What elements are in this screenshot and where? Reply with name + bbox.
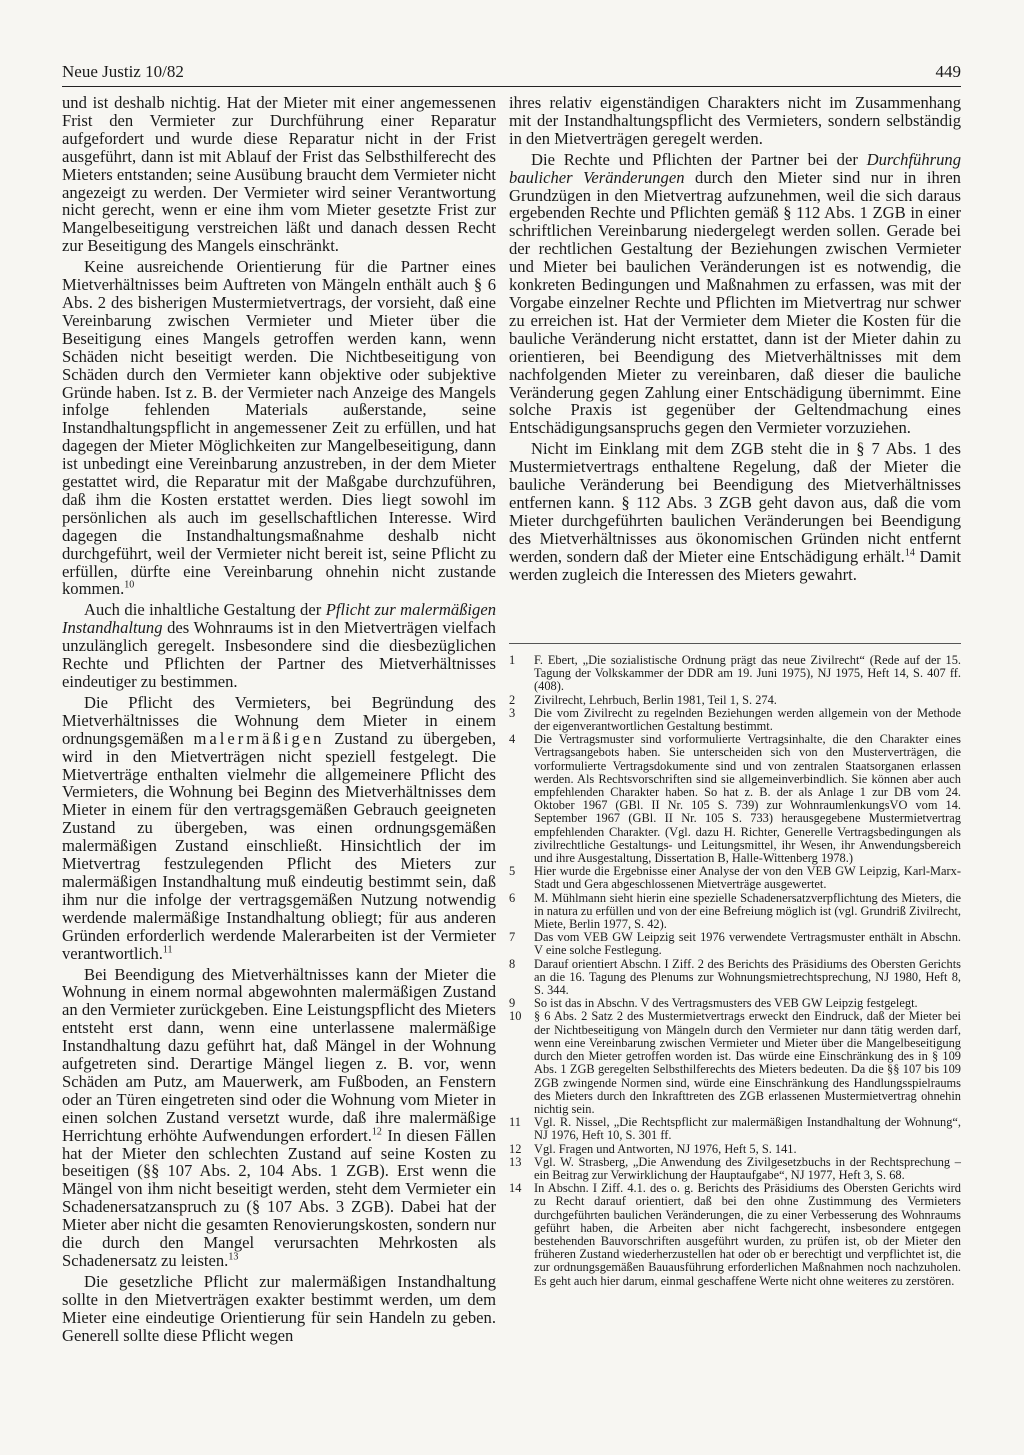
footnote-text: Die Vertragsmuster sind vorformulierte Vertragsinhalte, die den Charakter eines Vertragsangebots haben. Sie unterscheiden sich von den Musterverträgen, die vorformulierte Vertragsdokumente sind und von zentralen Staatsorganen erlassen werden. Als Rechtsvorschriften sind sie allgemeinverbindlich. Sie können aber auch empfehlenden Charakter haben. So hat z. B. der als Anlage 1 zur DB vom 24. Oktober 1967 (GBl. II Nr. 105 S. 739) zur WohnraumlenkungsVO vom 14. September 1967 (GBl. II Nr. 105 S. 733) herausgegebene Mustermietvertrag empfehlenden Charakter. (Vgl. dazu H. Richter, Generelle Vertragsbedingungen als zivilrechtliche Gestaltungs- und Leitungsmittel, ihr Wesen, ihr Anwendungsbereich und ihre Ausgestaltung, Dissertation B, Halle-Wittenberg 1978.) xyxy=(534,732,961,866)
footnote-text: Vgl. W. Strasberg, „Die Anwendung des Zivilgesetzbuchs in der Rechtsprechung – ein Beitrag zur Verwirklichung der Hauptaufgabe“, NJ 1977, Heft 3, S. 68. xyxy=(534,1154,961,1182)
page-header xyxy=(62,62,961,87)
footnote-text: So ist das in Abschn. V des Vertragsmusters des VEB GW Leipzig festgelegt. xyxy=(534,996,918,1011)
footnote xyxy=(509,958,961,998)
footnote xyxy=(509,931,961,957)
footnote-number: 6 xyxy=(509,890,516,905)
footnote xyxy=(509,1143,961,1156)
footnote-number: 13 xyxy=(509,1154,522,1169)
footnote-text: In Abschn. I Ziff. 4.1. des o. g. Berichts des Präsidiums des Obersten Gerichts wird zu Recht darauf orientiert, daß bei den ohne Zustimmung des Vermieters durchgeführten baulichen Veränderungen, die zu einer Verbesserung des Wohnraums geführt haben, die Arbeiten aber nicht fachgerecht, insbesondere entgegen bestehenden Bauvorschriften ausgeführt wurden, zu prüfen ist, ob der Mieter den früheren Zustand wiederherzustellen hat oder ob er berechtigt und verpflichtet ist, die zur ordnungsgemäßen Bauausführung erforderlichen Maßnahmen noch nachzuholen. Es geht auch hier darum, einmal geschaffene Werte nicht ohne weiteres zu zerstören. xyxy=(534,1181,961,1288)
footnote-number: 4 xyxy=(509,732,516,747)
footnote-ref: 13 xyxy=(228,1251,239,1263)
footnote-text: Hier wurde die Ergebnisse einer Analyse der von den VEB GW Leipzig, Karl-Marx-Stadt und Gera abgeschlossenen Mietverträge ausgewertet. xyxy=(534,864,961,892)
emphasis: Durchführung baulicher Veränderungen xyxy=(509,149,961,187)
paragraph: Nicht im Einklang mit dem ZGB steht die in § 7 Abs. 1 des Mustermietvertrags enthaltene Regelung, daß der Mieter die bauliche Veränderung bei Beendigung des Mietverhältnisses entfernen kann. § 112 Abs. 3 ZGB geht davon aus, daß die vom Mieter durchgeführten baulichen Veränderungen bei Beendigung des Mietverhältnisses aus ökonomischen Gründen nicht entfernt werden, sondern daß der Mieter eine Entschädigung erhält.$^{14}$ Damit werden zugleich die Interessen des Mieters gewahrt. xyxy=(509,439,961,584)
footnote-text: Zivilrecht, Lehrbuch, Berlin 1981, Teil 1, S. 274. xyxy=(534,692,777,707)
spaced-emphasis: malermäßigen xyxy=(193,728,325,748)
footnote-divider xyxy=(509,643,961,644)
footnote-number: 11 xyxy=(509,1115,521,1130)
footnote-number: 8 xyxy=(509,956,516,971)
footnote xyxy=(509,694,961,707)
footnote-text: M. Mühlmann sieht hierin eine spezielle Schadenersatzverpflichtung des Mieters, die in natura zu erfüllen und von der eine Befreiung möglich ist (vgl. Grundriß Zivilrecht, Miete, Berlin 1977, S. 42). xyxy=(534,890,962,932)
footnote-text: Darauf orientiert Abschn. I Ziff. 2 des Berichts des Präsidiums des Obersten Gerichts an die 16. Tagung des Plenums zur Wohnungsmietrechtsprechung, NJ 1980, Heft 8, S. 344. xyxy=(534,956,961,998)
footnote xyxy=(509,892,961,932)
footnote xyxy=(509,1182,961,1288)
footnote-number: 9 xyxy=(509,996,516,1011)
footnote xyxy=(509,1156,961,1182)
footnote-text: Vgl. Fragen und Antworten, NJ 1976, Heft 5, S. 141. xyxy=(534,1141,797,1156)
footnote-text: Die vom Zivilrecht zu regelnden Beziehungen werden allgemein von der Methode der eigenverantwortlichen Gestaltung bestimmt. xyxy=(534,705,961,734)
paragraph: Die gesetzliche Pflicht zur malermäßigen Instandhaltung sollte in den Mietverträgen exakter bestimmt werden, um dem Mieter eine eindeutige Orientierung für sein Handeln zu geben. Generell sollte diese Pflicht wegen xyxy=(62,1271,496,1345)
footnote-number: 1 xyxy=(509,653,516,667)
paragraph: ihres relativ eigenständigen Charakters nicht im Zusammenhang mit der Instandhaltungspflicht des Vermieters, sondern selbständig in den Mietverträgen geregelt werden. xyxy=(509,93,961,148)
footnote-number: 12 xyxy=(509,1141,522,1156)
footnote-text: § 6 Abs. 2 Satz 2 des Mustermietvertrags erweckt den Eindruck, daß der Mieter bei der Nichtbeseitigung von Mängeln durch den Vermieter nur dann tätig werden darf, wenn eine Vereinbarung zwischen Vermieter und Mieter über die Mangelbeseitigung durch den Mieter getroffen worden ist. Das würde eine Einschränkung des in § 109 Abs. 1 ZGB geregelten Selbsthilferechts des Mieters bedeuten. Da die §§ 107 bis 109 ZGB zwingende Normen sind, würde eine Einschränkung des Handlungsspielraums des Mieters durch den Inkrafttreten des ZGB erlassenen Mustermietvertrag ohnehin nichtig sein. xyxy=(534,1009,961,1116)
footnote xyxy=(509,707,961,733)
footnote-number: 2 xyxy=(509,692,516,707)
footnote xyxy=(509,1010,961,1116)
left-column xyxy=(62,94,496,1345)
footnote-ref: 11 xyxy=(162,944,173,956)
footnote-number: 5 xyxy=(509,864,516,879)
footnote xyxy=(509,733,961,865)
emphasis: Pflicht zur malermäßigen Instandhaltung xyxy=(62,600,496,638)
paragraph: Die Rechte und Pflichten der Partner bei der Durchführung baulicher Veränderungen durch den Mieter sind nur in ihren Grundzügen in den Mietvertrag aufzunehmen, weil die sich daraus ergebenden Rechte und Pflichten gemäß § 112 Abs. 1 ZGB in einer schriftlichen Vereinbarung niedergelegt werden sollen. Gerade bei der rechtlichen Gestaltung der Beziehungen zwischen Vermieter und Mieter bei baulichen Veränderungen ist es notwendig, die konkreten Bedingungen und Maßnahmen zu erfassen, was mit der Vorgabe einzelner Rechte und Pflichten im Mietvertrag nur schwer zu erreichen ist. Hat der Vermieter dem Mieter die Kosten für die bauliche Veränderung nicht erstattet, dann ist der Mieter dahin zu orientieren, bei Beendigung des Mietverhältnisses mit dem nachfolgenden Mieter zu vereinbaren, daß dieser die bauliche Veränderung gegen Zahlung einer Entschädigung übernimmt. Eine solche Praxis ist gegenüber der Geltendmachung eines Entschädigungsanspruchs gegen den Vermieter vorzuziehen. xyxy=(509,149,961,438)
footnote-number: 7 xyxy=(509,930,516,945)
right-column xyxy=(509,94,961,583)
page-number: 449 xyxy=(935,62,961,81)
footnote-number: 14 xyxy=(509,1181,522,1196)
footnote-text: Vgl. R. Nissel, „Die Rechtspflicht zur malermäßigen Instandhaltung der Wohnung“, NJ 1976, Heft 10, S. 301 ff. xyxy=(534,1115,961,1143)
footnote-text: Das vom VEB GW Leipzig seit 1976 verwendete Vertragsmuster enthält in Abschn. V eine solche Festlegung. xyxy=(534,930,961,958)
footnote-number: 3 xyxy=(509,705,516,720)
paragraph: Bei Beendigung des Mietverhältnisses kann der Mieter die Wohnung in einem normal abgewohnten malermäßigen Zustand an den Vermieter zurückgeben. Eine Leistungspflicht des Mieters entsteht erst dann, wenn eine unterlassene malermäßige Instandhaltung dazu geführt hat, daß Mängel in der Wohnung aufgetreten sind. Derartige Mängel liegen z. B. vor, wenn Schäden am Putz, am Mauerwerk, am Fußboden, an Fenstern oder an Türen eingetreten sind oder die Wohnung vom Mieter in einen solchen Zustand versetzt wurde, daß ihre malermäßige Herrichtung erhöhte Aufwendungen erfordert.$^{12}$ In diesen Fällen hat der Mieter den schlechten Zustand auf seine Kosten zu beseitigen (§§ 107 Abs. 2, 104 Abs. 1 ZGB). Erst wenn die Mängel von ihm nicht beseitigt werden, steht dem Vermieter ein Schadenersatzanspruch zu (§ 107 Abs. 3 ZGB). Dabei hat der Mieter aber nicht die gesamten Renovierungskosten, sondern nur die durch den Mangel verursachten Mehrkosten als Schadenersatz zu leisten.$^{13}$ xyxy=(62,964,496,1270)
paragraph: und ist deshalb nichtig. Hat der Mieter mit einer angemessenen Frist den Vermieter zur Durchführung einer Reparatur aufgefordert und wurde diese Reparatur nicht in der Frist ausgeführt, dann ist mit Ablauf der Frist das Selbsthilferecht des Mieters entstanden; seine Ausübung braucht dem Vermieter nicht angezeigt zu werden. Der Vermieter wird seiner Verantwortung nicht gerecht, wenn er eine ihm vom Mieter gesetzte Frist zur Mangelbeseitigung verstreichen läßt und danach dessen Recht zur Beseitigung des Mangels einschränkt. xyxy=(62,93,496,256)
footnote-ref: 14 xyxy=(904,547,915,559)
footnote xyxy=(509,1116,961,1142)
footnote-ref: 10 xyxy=(124,579,135,591)
journal-title: Neue Justiz 10/82 xyxy=(62,62,184,81)
paragraph: Keine ausreichende Orientierung für die Partner eines Mietverhältnisses beim Auftreten von Mängeln enthält auch § 6 Abs. 2 des bisherigen Mustermietvertrags, der vorsieht, daß eine Vereinbarung zwischen Vermieter und Mieter über die Beseitigung eines Mangels getroffen werden kann, wenn Schäden nicht beseitigt werden. Die Nichtbeseitigung von Schäden durch den Vermieter kann objektive oder subjektive Gründe haben. Ist z. B. der Vermieter nach Anzeige des Mangels infolge fehlenden Materials außerstande, seine Instandhaltungspflicht in angemessener Zeit zu erfüllen, und hat dagegen der Mieter Möglichkeiten zur Mangelbeseitigung, dann ist unbedingt eine Vereinbarung anzustreben, in der dem Mieter gestattet wird, die Reparatur mit der Maßgabe durchzuführen, daß ihm die Kosten erstattet werden. Dies liegt sowohl im persönlichen als auch im gesellschaftlichen Interesse. Wird dagegen die Instandhaltungsmaßnahme deshalb nicht durchgeführt, weil der Vermieter nicht bereit ist, seine Pflicht zu erfüllen, dürfte eine Vereinbarung ohnehin nicht zustande kommen.$^{10}$ xyxy=(62,257,496,599)
footnotes xyxy=(509,654,961,1288)
footnote-text: F. Ebert, „Die sozialistische Ordnung prägt das neue Zivilrecht“ (Rede auf der 15. Tagung der Volkskammer der DDR am 19. Juni 1975), NJ 1975, Heft 14, S. 407 ff. (408). xyxy=(534,653,961,694)
footnote xyxy=(509,865,961,891)
paragraph: Auch die inhaltliche Gestaltung der Pflicht zur malermäßigen Instandhaltung des Wohnraums ist in den Mietverträgen vielfach unzulänglich geregelt. Insbesondere sind die diesbezüglichen Rechte und Pflichten der Partner des Mietverhältnisses eindeutiger zu bestimmen. xyxy=(62,600,496,691)
footnote xyxy=(509,654,961,694)
footnote-number: 10 xyxy=(509,1009,522,1024)
paragraph: Die Pflicht des Vermieters, bei Begründung des Mietverhältnisses die Wohnung dem Mieter in einem ordnungsgemäßen malermäßigen Zustand zu übergeben, wird in den Mietverträgen nicht speziell festgelegt. Die Mietverträge enthalten vielmehr die allgemeinere Pflicht des Vermieters, die Wohnung bei Beginn des Mietverhältnisses dem Mieter in einem für den vertragsgemäßen Gebrauch geeigneten Zustand zu übergeben, was einen ordnungsgemäßen malermäßigen Zustand einschließt. Hinsichtlich der im Mietvertrag festzulegenden Pflicht des Mieters zur malermäßigen Instandhaltung muß eindeutig bestimmt sein, daß ihm nur die infolge der vertragsgemäßen Nutzung notwendig werdende malermäßige Instandhaltung obliegt; für aus anderen Gründen erforderlich werdende Malerarbeiten ist der Vermieter verantwortlich.$^{11}$ xyxy=(62,692,496,963)
footnote-ref: 12 xyxy=(371,1126,382,1138)
